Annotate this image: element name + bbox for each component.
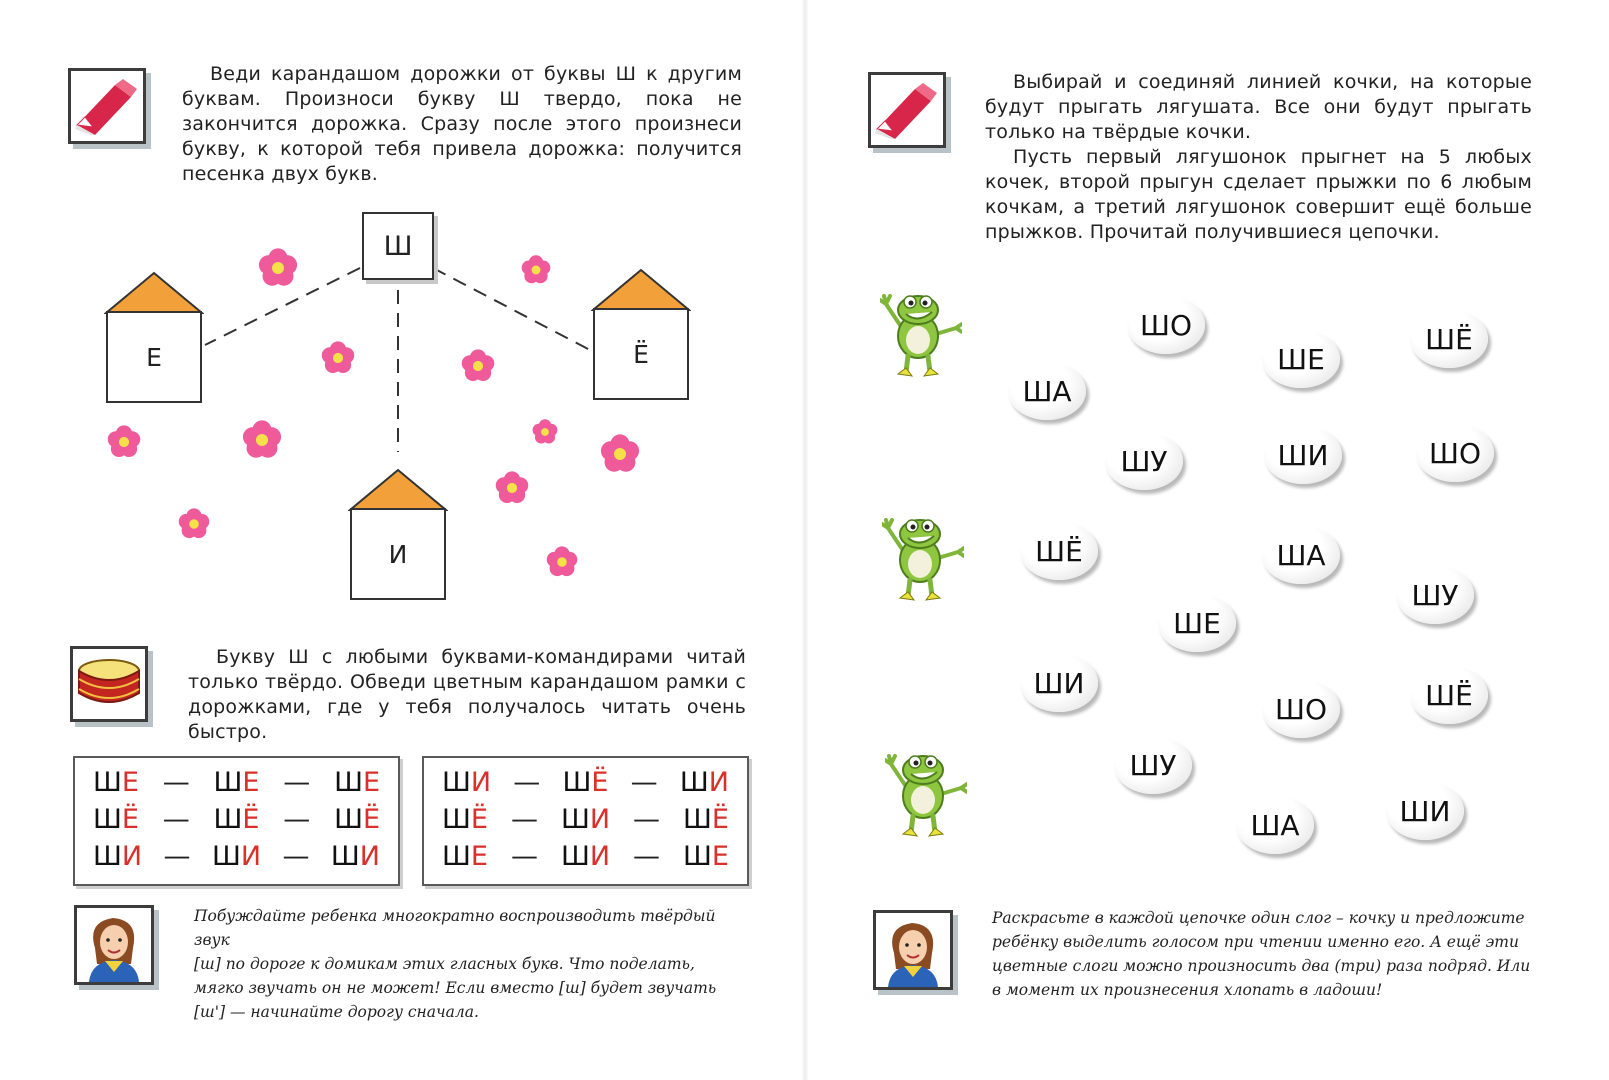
stone-syllable[interactable]: ШУ [1396, 566, 1474, 624]
dash: — [633, 841, 661, 872]
stone-syllable[interactable]: ШО [1127, 296, 1205, 354]
syllable-row [424, 801, 747, 838]
left-note: Побуждайте ребенка многократно воспроизводить твёрдый звук [ш] по дороге к домикам этих гласных букв. Что поделать, мягко звучать он не может! Если вместо [ш] будет звучать [ш'] — начинайте дорогу сначала. [194, 907, 717, 1021]
stone-syllable[interactable]: ШЁ [1020, 522, 1098, 580]
house-letter: Ё [633, 339, 649, 369]
path-yo [433, 268, 590, 350]
house-letter: И [388, 539, 408, 569]
stone-syllable[interactable]: ШУ [1114, 736, 1192, 794]
syllable-table-left[interactable] [73, 756, 400, 886]
syllable-row [75, 838, 398, 875]
syllable-row [75, 801, 398, 838]
dash: — [510, 804, 538, 835]
teacher-icon-box-right [873, 910, 953, 990]
syllable: ШЁ [213, 804, 260, 835]
syllable: ШИ [211, 841, 262, 872]
stone-syllable[interactable]: ШИ [1264, 426, 1342, 484]
syllable: ШЕ [683, 841, 729, 872]
stone-syllable[interactable]: ША [1008, 362, 1086, 420]
syllable-table-right[interactable] [422, 756, 749, 886]
syllable: ШИ [679, 767, 729, 798]
book-spine [802, 0, 808, 1080]
flower-icon [493, 469, 531, 507]
teacher-icon [876, 913, 950, 987]
frog-icon [880, 288, 962, 378]
syllable: ШЕ [442, 841, 488, 872]
flower-icon [519, 253, 553, 287]
dash: — [283, 767, 311, 798]
flower-icon [544, 544, 580, 580]
house-roof [591, 268, 691, 312]
syllable: ШЁ [93, 804, 139, 835]
flower-icon [598, 432, 642, 476]
drum-icon [73, 649, 145, 719]
syllable: ШИ [560, 804, 611, 835]
stone-syllable[interactable]: ШО [1262, 680, 1340, 738]
syllable: ШЁ [562, 767, 609, 798]
stone-syllable[interactable]: ША [1236, 796, 1314, 854]
flower-icon [459, 347, 497, 385]
flower-icon [176, 506, 212, 542]
dash: — [282, 841, 310, 872]
dash: — [162, 767, 190, 798]
stone-syllable[interactable]: ШЁ [1410, 310, 1488, 368]
syllable-row [424, 764, 747, 801]
dash: — [510, 841, 538, 872]
dash: — [513, 767, 541, 798]
pencil-icon [871, 75, 943, 145]
dash: — [633, 804, 661, 835]
dash: — [283, 804, 311, 835]
dash: — [630, 767, 658, 798]
task2-text: Букву Ш с любыми буквами-командирами читай только твёрдо. Обведи цветным карандашом рамки с дорожками, где у тебя получалось читать очень быстро. [188, 646, 746, 743]
stone-syllable[interactable]: ШЕ [1262, 330, 1340, 388]
drum-icon-box [70, 646, 148, 722]
stone-syllable[interactable]: ШУ [1105, 432, 1183, 490]
pencil-icon-box-right [868, 72, 946, 148]
syllable: ШЕ [334, 767, 380, 798]
syllable: ШЁ [683, 804, 729, 835]
right-note: Раскрасьте в каждой цепочке один слог – кочку и предложите ребёнку выделить голосом при чтении именно его. А ещё эти цветные слоги можно произносить два (три) раза подряд. Или в момент их произнесения хлопать в ладоши! [992, 909, 1531, 999]
source-letter: Ш [383, 230, 413, 262]
frog-icon [885, 748, 967, 838]
frog-icon [882, 512, 964, 602]
syllable: ШИ [330, 841, 380, 872]
stone-syllable[interactable]: ШО [1416, 424, 1494, 482]
stone-syllable[interactable]: ШИ [1020, 654, 1098, 712]
dash: — [163, 841, 191, 872]
house-roof [348, 468, 448, 512]
syllable: ШИ [442, 767, 492, 798]
task1-text: Веди карандашом дорожки от буквы Ш к другим буквам. Произноси букву Ш твердо, пока не закончится дорожка. Сразу после этого произнеси букву, к которой тебя привела дорожка: получится песенка двух букв. [182, 63, 742, 185]
stone-syllable[interactable]: ША [1262, 526, 1340, 584]
house-letter: Е [146, 342, 162, 372]
flower-icon [256, 246, 300, 290]
syllable: ШЁ [334, 804, 380, 835]
teacher-icon [77, 908, 151, 982]
flower-icon [319, 339, 357, 377]
syllable: ШЕ [93, 767, 139, 798]
syllable: ШИ [560, 841, 611, 872]
syllable-row [75, 764, 398, 801]
flower-icon [240, 418, 284, 462]
dash: — [162, 804, 190, 835]
flower-icon [530, 417, 560, 447]
syllable-row [424, 838, 747, 875]
stone-syllable[interactable]: ШЕ [1158, 594, 1236, 652]
syllable: ШИ [93, 841, 143, 872]
syllable: ШЕ [213, 767, 260, 798]
house-roof [104, 271, 204, 315]
teacher-icon-box [74, 905, 154, 985]
right-task-text: Выбирай и соединяй линией кочки, на которые будут прыгать лягушата. Все они будут прыгать только на твёрдые кочки. Пусть первый лягушонок прыгнет на 5 любых кочек, второй прыгун сделает прыжки по 6 любым кочкам, а третий лягушонок совершит ещё больше прыжков. Прочитай получившиеся цепочки. [985, 71, 1532, 243]
stone-syllable[interactable]: ШЁ [1410, 666, 1488, 724]
letter-sh-box[interactable] [362, 212, 434, 280]
stone-syllable[interactable]: ШИ [1386, 782, 1464, 840]
syllable: ШЁ [442, 804, 488, 835]
flower-icon [105, 423, 143, 461]
